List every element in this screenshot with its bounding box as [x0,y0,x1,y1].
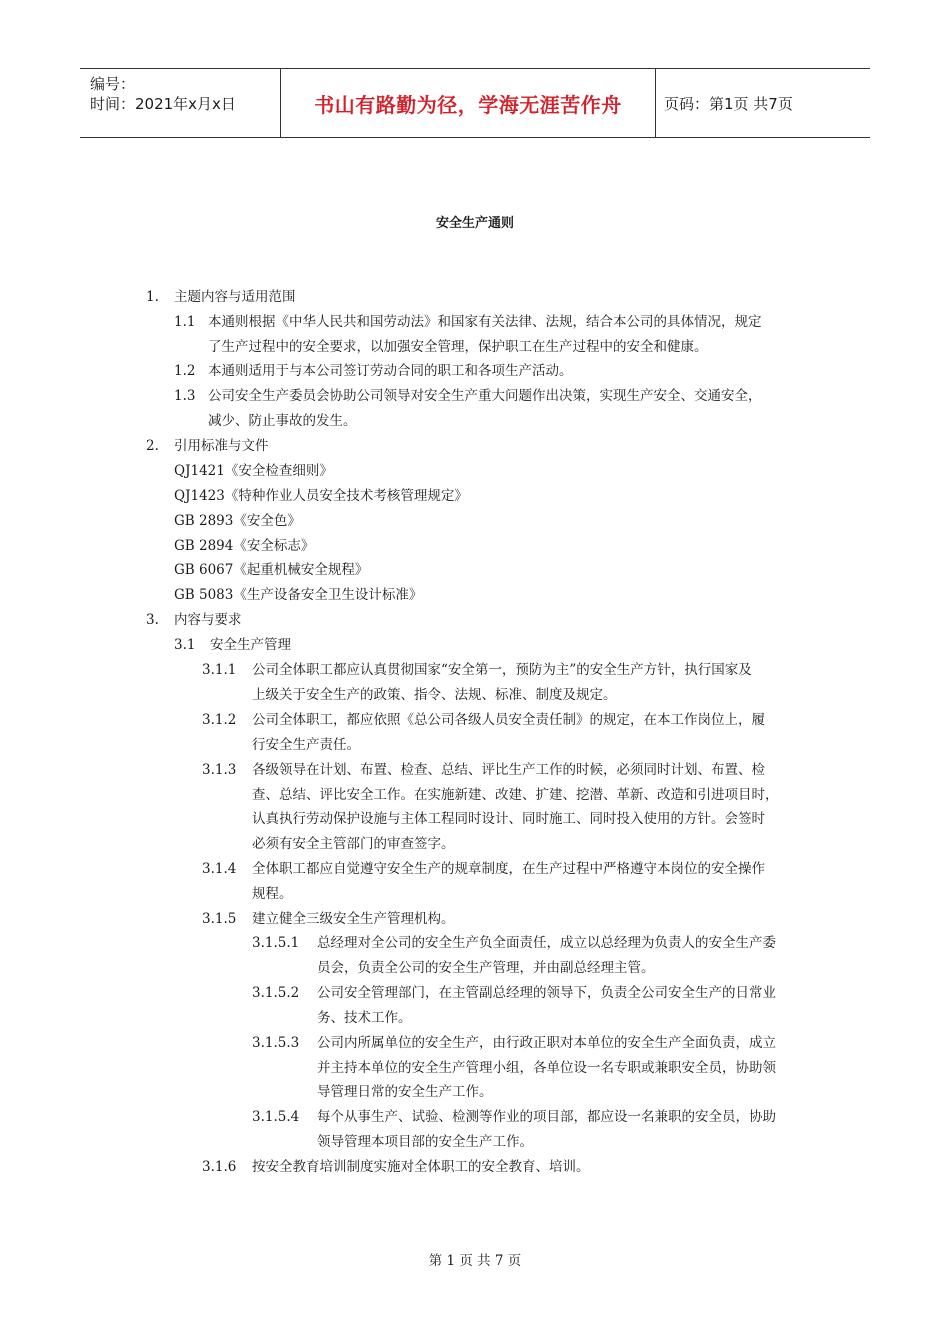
document-number-label: 编号： [90,75,136,93]
clause-3-1-5-2-number: 3.1.5.2 [252,985,300,1001]
section-2-number: 2. [146,438,159,454]
section-1-heading: 主题内容与适用范围 [174,289,296,305]
clause-3-1-1-number: 3.1.1 [202,662,237,678]
clause-3-1-5-line1: 建立健全三级安全生产管理机构。 [252,911,455,927]
reference-item: GB 5083《生产设备安全卫生设计标准》 [174,587,423,603]
clause-3-1-5-3-line3: 导管理日常的安全生产工作。 [317,1084,493,1100]
reference-item: QJ1423《特种作业人员安全技术考核管理规定》 [174,488,468,504]
clause-3-1-4-line2: 规程。 [252,886,293,902]
clause-3-1-5-1-line2: 员会，负责全公司的安全生产管理，并由副总经理主管。 [317,960,655,976]
clause-3-1-2-line2: 行安全生产责任。 [252,737,360,753]
clause-1-1-line2: 了生产过程中的安全要求，以加强安全管理，保护职工在生产过程中的安全和健康。 [208,339,708,355]
clause-1-3-number: 1.3 [174,388,196,404]
page-info-text: 页码：第1页 共7页 [664,94,793,113]
clause-1-1-line1: 本通则根据《中华人民共和国劳动法》和国家有关法律、法规，结合本公司的具体情况，规定 [208,314,762,330]
clause-3-1-heading: 安全生产管理 [210,637,291,653]
header-meta-cell [80,69,280,137]
clause-3-1-4-number: 3.1.4 [202,861,237,877]
clause-3-1-number: 3.1 [174,637,196,653]
clause-3-1-5-2-line2: 务、技术工作。 [317,1010,412,1026]
clause-3-1-5-2-line1: 公司安全管理部门，在主管副总经理的领导下，负责全公司安全生产的日常业 [317,985,776,1001]
clause-3-1-1-line1: 公司全体职工都应认真贯彻国家“安全第一，预防为主”的安全生产方针，执行国家及 [252,662,752,678]
clause-3-1-6-line1: 按安全教育培训制度实施对全体职工的安全教育、培训。 [252,1159,590,1175]
clause-3-1-4-line1: 全体职工都应自觉遵守安全生产的规章制度，在生产过程中严格遵守本岗位的安全操作 [252,861,765,877]
reference-item: QJ1421《安全检查细则》 [174,463,333,479]
reference-item: GB 6067《起重机械安全规程》 [174,562,369,578]
clause-3-1-5-3-line2: 并主持本单位的安全生产管理小组，各单位设一名专职或兼职安全员，协助领 [317,1060,776,1076]
clause-3-1-3-number: 3.1.3 [202,762,237,778]
document-header [80,68,870,138]
clause-3-1-3-line2: 查、总结、评比安全工作。在实施新建、改建、扩建、挖潜、革新、改造和引进项目时， [252,787,779,803]
clause-3-1-3-line3: 认真执行劳动保护设施与主体工程同时设计、同时施工、同时投入使用的方针。会签时 [252,811,765,827]
clause-1-3-line2: 减少、防止事故的发生。 [208,413,357,429]
clause-3-1-2-line1: 公司全体职工，都应依照《总公司各级人员安全责任制》的规定，在本工作岗位上，履 [252,712,765,728]
clause-3-1-5-4-line1: 每个从事生产、试验、检测等作业的项目部，都应设一名兼职的安全员，协助 [317,1109,776,1125]
document-title: 安全生产通则 [435,216,514,231]
document-time-label: 时间：2021年x月x日 [90,95,236,113]
section-2-heading: 引用标准与文件 [174,438,269,454]
clause-3-1-3-line1: 各级领导在计划、布置、检查、总结、评比生产工作的时候，必须同时计划、布置、检 [252,762,765,778]
clause-3-1-5-1-number: 3.1.5.1 [252,935,300,951]
clause-3-1-5-1-line1: 总经理对全公司的安全生产负全面责任，成立以总经理为负责人的安全生产委 [317,935,776,951]
section-1-number: 1. [146,289,159,305]
section-3-number: 3. [146,612,159,628]
clause-3-1-6-number: 3.1.6 [202,1159,237,1175]
clause-1-3-line1: 公司安全生产委员会协助公司领导对安全生产重大问题作出决策，实现生产安全、交通安全， [208,388,762,404]
clause-1-2-line1: 本通则适用于与本公司签订劳动合同的职工和各项生产活动。 [208,363,573,379]
section-3-heading: 内容与要求 [174,612,242,628]
reference-item: GB 2893《安全色》 [174,513,301,529]
header-page-info [664,69,870,137]
clause-3-1-5-4-line2: 领导管理本项目部的安全生产工作。 [317,1134,533,1150]
page-footer: 第 1 页 共 7 页 [428,1253,522,1269]
clause-3-1-5-number: 3.1.5 [202,911,237,927]
reference-item: GB 2894《安全标志》 [174,538,315,554]
header-motto: 书山有路勤为径，学海无涯苦作舟 [280,69,656,137]
clause-3-1-5-3-number: 3.1.5.3 [252,1035,300,1051]
clause-3-1-5-4-number: 3.1.5.4 [252,1109,300,1125]
clause-1-1-number: 1.1 [174,314,196,330]
clause-3-1-3-line4: 必须有安全主管部门的审查签字。 [252,836,455,852]
clause-3-1-5-3-line1: 公司内所属单位的安全生产，由行政正职对本单位的安全生产全面负责，成立 [317,1035,776,1051]
clause-3-1-2-number: 3.1.2 [202,712,237,728]
clause-3-1-1-line2: 上级关于安全生产的政策、指令、法规、标准、制度及规定。 [252,687,617,703]
clause-1-2-number: 1.2 [174,363,196,379]
